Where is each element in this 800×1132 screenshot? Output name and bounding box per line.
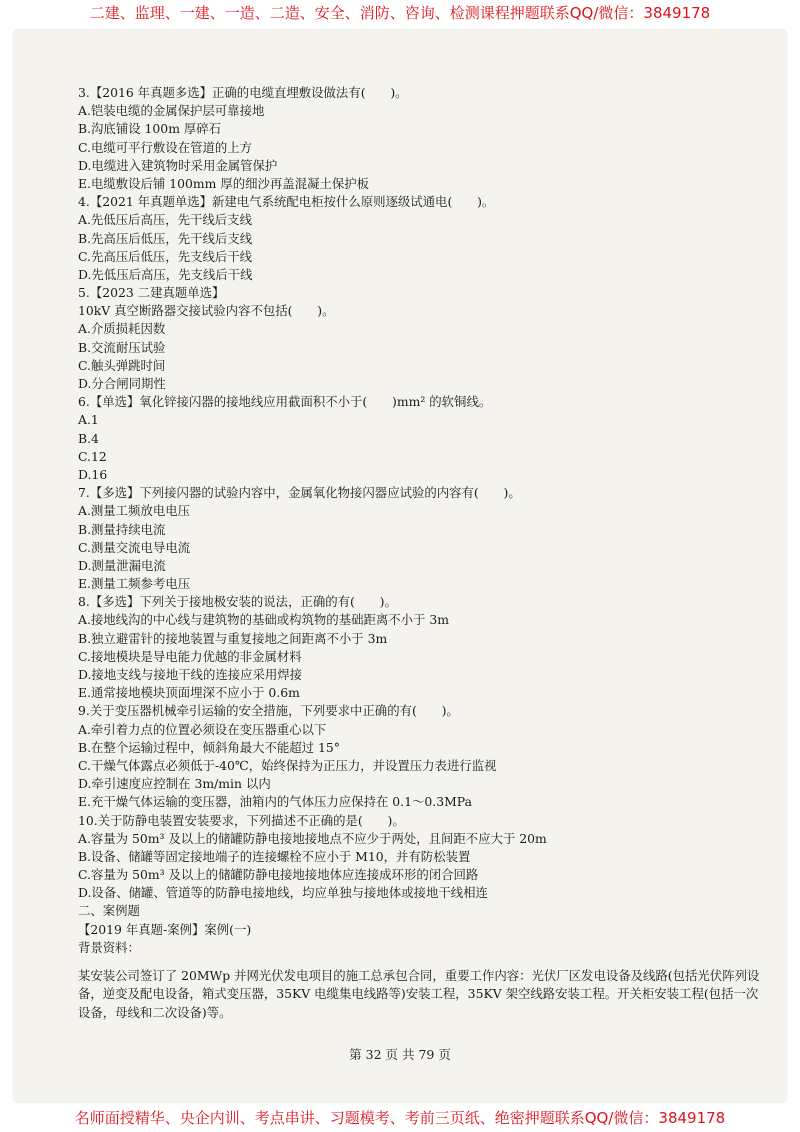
question-3-option-a: A.铠装电缆的金属保护层可靠接地 (78, 103, 265, 119)
question-10-option-d: D.设备、储罐、管道等的防静电接地线，均应单独与接地体或接地干线相连 (78, 885, 488, 901)
question-6-option-b: B.4 (78, 430, 99, 446)
question-3-option-e: E.电缆敷设后铺 100mm 厚的细沙再盖混凝土保护板 (78, 175, 370, 191)
question-8-option-b: B.独立避雷针的接地装置与重复接地之间距离不小于 3m (78, 630, 388, 646)
section-heading-case-study: 二、案例题 (78, 903, 140, 919)
question-7-option-d: D.测量泄漏电流 (78, 557, 166, 573)
question-6-option-d: D.16 (78, 466, 108, 482)
question-8-stem: 8.【多选】下列关于接地极安装的说法，正确的有( )。 (78, 594, 397, 610)
question-7-option-b: B.测量持续电流 (78, 521, 166, 537)
question-8-option-d: D.接地支线与接地干线的连接应采用焊接 (78, 667, 303, 682)
top-contact-banner: 二建、监理、一建、一造、二造、安全、消防、咨询、检测课程押题联系QQ/微信：3849178 (89, 4, 711, 22)
question-4-stem: 4.【2021 年真题单选】新建电气系统配电柜按什么原则逐级试通电( )。 (78, 194, 495, 210)
question-7-option-e: E.测量工频参考电压 (78, 576, 191, 592)
question-9-option-a: A.牵引着力点的位置必须设在变压器重心以下 (78, 721, 327, 737)
question-4-option-a: A.先低压后高压，先干线后支线 (78, 212, 252, 228)
question-9-option-c: C.干燥气体露点必须低于-40℃，始终保持为正压力，并设置压力表进行监视 (78, 757, 497, 773)
background-label: 背景资料： (78, 939, 140, 955)
question-7-option-c: C.测量交流电导电流 (78, 539, 191, 555)
question-5-option-a: A.介质损耗因数 (78, 321, 166, 337)
bottom-contact-banner: 名师面授精华、央企内训、考点串讲、习题模考、考前三页纸、绝密押题联系QQ/微信：3849178 (74, 1109, 726, 1127)
question-9-stem: 9.关于变压器机械牵引运输的安全措施，下列要求中正确的有( )。 (78, 703, 459, 719)
question-3-option-b: B.沟底铺设 100m 厚碎石 (78, 121, 222, 137)
question-9-option-d: D.牵引速度应控制在 3m/min 以内 (78, 776, 271, 792)
page-number: 第 32 页 共 79 页 (349, 1047, 451, 1062)
question-10-stem: 10.关于防静电装置安装要求，下列描述不正确的是( )。 (78, 812, 405, 828)
question-3-option-c: C.电缆可平行敷设在管道的上方 (78, 139, 253, 155)
question-6-option-a: A.1 (78, 412, 99, 428)
question-5-header: 5.【2023 二建真题单选】 (78, 285, 225, 301)
question-5-stem: 10kV 真空断路器交接试验内容不包括( )。 (78, 303, 335, 319)
question-5-option-b: B.交流耐压试验 (78, 339, 166, 355)
question-list (78, 84, 768, 957)
question-7-option-a: A.测量工频放电电压 (78, 503, 191, 519)
question-6-option-c: C.12 (78, 448, 107, 464)
case-study-title: 【2019 年真题-案例】案例(一) (78, 921, 252, 937)
question-5-option-c: C.触头弹跳时间 (78, 357, 166, 373)
question-9-option-b: B.在整个运输过程中，倾斜角最大不能超过 15° (78, 739, 340, 755)
question-8-option-a: A.接地线沟的中心线与建筑物的基础或构筑物的基础距离不小于 3m (78, 612, 450, 628)
question-3-stem: 3.【2016 年真题多选】正确的电缆直埋敷设做法有( )。 (78, 85, 408, 100)
question-5-option-d: D.分合闸同期性 (78, 376, 166, 391)
question-7-stem: 7.【多选】下列接闪器的试验内容中，金属氧化物接闪器应试验的内容有( )。 (78, 485, 521, 501)
question-9-option-e: E.充干燥气体运输的变压器，油箱内的气体压力应保持在 0.1～0.3MPa (78, 794, 472, 810)
question-10-option-c: C.容量为 50m³ 及以上的储罐防静电接地接地体应连接成环形的闭合回路 (78, 867, 479, 883)
question-4-option-d: D.先低压后高压，先支线后干线 (78, 266, 253, 282)
question-3-option-d: D.电缆进入建筑物时采用金属管保护 (78, 157, 278, 173)
question-10-option-b: B.设备、储罐等固定接地端子的连接螺栓不应小于 M10，并有防松装置 (78, 848, 471, 864)
question-4-option-b: B.先高压后低压，先干线后支线 (78, 230, 253, 246)
question-8-option-c: C.接地模块是导电能力优越的非金属材料 (78, 648, 302, 664)
question-8-option-e: E.通常接地模块顶面埋深不应小于 0.6m (78, 685, 300, 701)
background-paragraph: 某安装公司签订了 20MWp 并网光伏发电项目的施工总承包合同，重要工作内容：光伏厂区发电设备及线路(包括光伏阵列设备，逆变及配电设备，箱式变压器，35KV 电缆集电线路等)安装工程，35KV 架空线路安装工程。开关柜安装工程(包括一次设备，母线和二次设备)等。 (78, 968, 760, 1020)
question-4-option-c: C.先高压后低压，先支线后干线 (78, 248, 253, 264)
question-10-option-a: A.容量为 50m³ 及以上的储罐防静电接地接地点不应少于两处，且间距不应大于 20m (78, 830, 547, 846)
question-6-stem: 6.【单选】氧化锌接闪器的接地线应用截面积不小于( )mm² 的软铜线。 (78, 394, 492, 410)
